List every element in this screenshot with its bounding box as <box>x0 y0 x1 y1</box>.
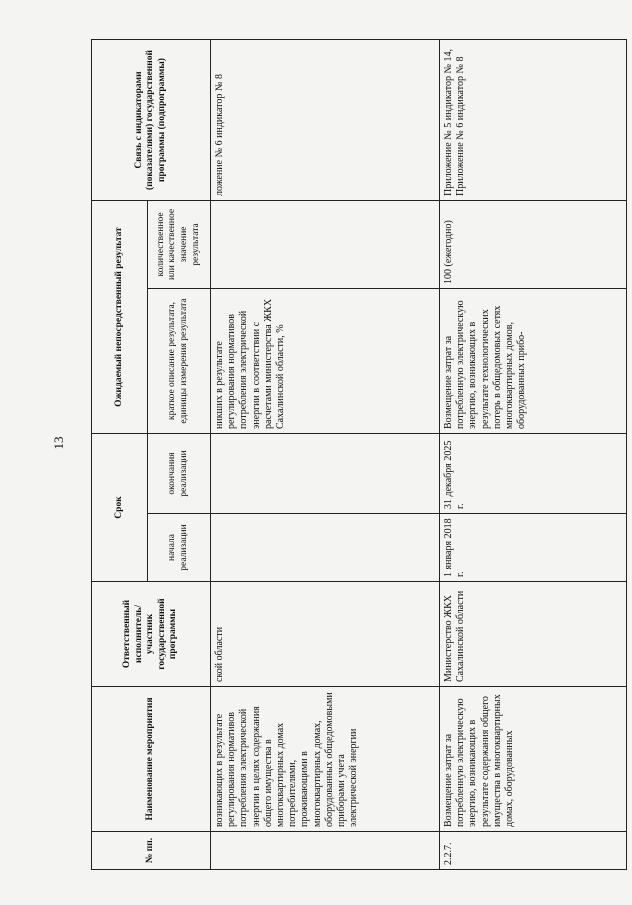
header-term: Срок <box>92 434 148 582</box>
header-expected-result: Ожидаемый непосредственный результат <box>92 201 148 434</box>
row-measure-name: возникающих в результате регулирования нормативов потребления электрической энергии в целях содержания общего имущества в многоквартирных домах потребителями, проживающими в многоквартирных домах, оборудованных общедомовыми приборами учета электрической энергии <box>211 687 440 832</box>
row-indicator-link: ложение № 6 индикатор № 8 <box>211 40 440 201</box>
header-row-1 <box>92 40 148 870</box>
header-measure-name: Наименование мероприятия <box>92 687 211 832</box>
header-responsible: Ответственный исполнитель/участник государственной программы <box>92 582 211 687</box>
row-description: никших в результате регулирования нормативов потребления электрической энергии в соответствии с расчетами министерства ЖКХ Сахалинской области, % <box>211 289 440 434</box>
row-start <box>211 514 440 582</box>
header-number: № пп. <box>92 832 211 870</box>
page-number: 13 <box>51 436 66 450</box>
header-start: начала реализации <box>148 514 211 582</box>
row-measure-name: Возмещение затрат за потребленную электрическую энергию, возникающих в результате содержания общего имущества в многоквартирных домах, оборудованных <box>440 687 627 832</box>
header-indicator-link: Связь с индикаторами (показателями) государственной программы (подпрограммы) <box>92 40 211 201</box>
header-end: окончания реализации <box>148 434 211 514</box>
row-number <box>211 832 440 870</box>
row-end <box>211 434 440 514</box>
row-value <box>211 201 440 289</box>
page-stage <box>91 0 627 905</box>
row-end: 31 декабря 2025 г. <box>440 434 627 514</box>
header-value: количественное или качественное значение результата <box>148 201 211 289</box>
measures-table <box>91 39 627 870</box>
rotated-page <box>91 0 627 870</box>
table-row <box>211 40 440 870</box>
row-indicator-link: Приложение № 5 индикатор № 14, Приложение № 6 индикатор № 8 <box>440 40 627 201</box>
header-description: краткое описание результата, единицы измерения результата <box>148 289 211 434</box>
row-responsible: Министерство ЖКХ Сахалинской области <box>440 582 627 687</box>
row-start: 1 января 2018 г. <box>440 514 627 582</box>
row-responsible: ской области <box>211 582 440 687</box>
table-row <box>440 40 627 870</box>
row-number: 2.2.7. <box>440 832 627 870</box>
row-description: Возмещение затрат за потребленную электрическую энергию, возникающих в результате технологических потерь в общедомовых сетях многоквартирных домов, оборудованных прибо- <box>440 289 627 434</box>
row-value: 100 (ежегодно) <box>440 201 627 289</box>
